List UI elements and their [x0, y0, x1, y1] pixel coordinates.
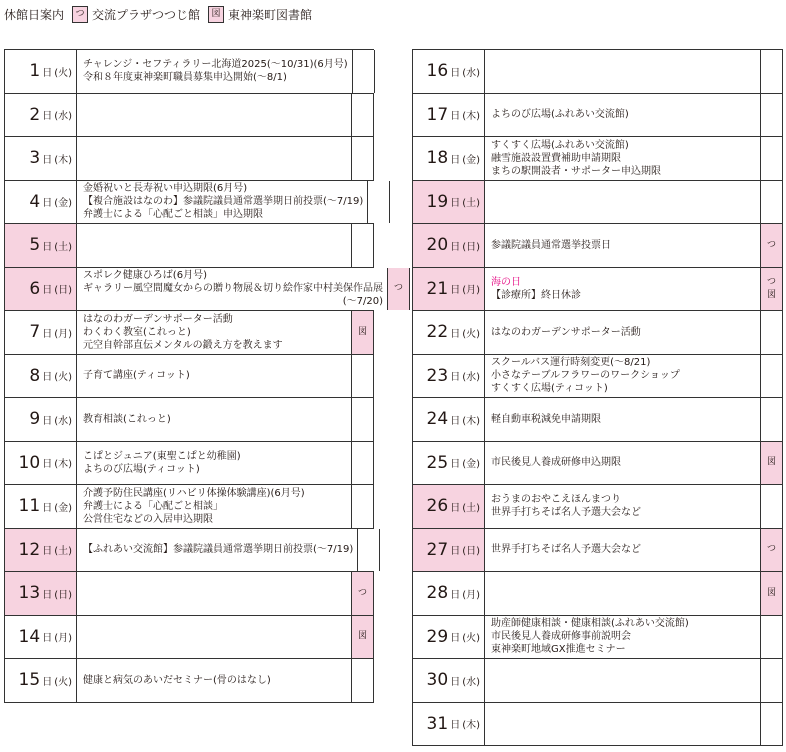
weekday-label: (木) — [462, 111, 480, 123]
day-cell — [5, 311, 77, 354]
day-cell — [413, 485, 485, 528]
day-number: 22 — [426, 322, 449, 343]
event-line: 弁護士による「心配ごと相談」申込期限 — [83, 209, 263, 221]
event-line: 市民後見人養成研修申込期限 — [491, 457, 621, 469]
weekday-label: (金) — [54, 502, 72, 514]
events-cell — [485, 268, 761, 311]
event-line: チャレンジ・セフティラリー北海道2025(～10/31)(6月号) — [83, 59, 348, 71]
day-number: 24 — [426, 409, 449, 430]
weekday-label: (木) — [462, 415, 480, 427]
library-closed-mark-icon: 図 — [357, 631, 367, 642]
closure-cell — [352, 94, 374, 137]
legend-item-library — [208, 6, 312, 23]
weekday-label: (木) — [462, 720, 480, 732]
events-cell — [77, 355, 352, 398]
day-unit: 日 — [450, 241, 461, 253]
day-cell — [413, 572, 485, 615]
day-row — [5, 659, 374, 703]
event-line: 東神楽町地域GX推進セミナー — [491, 644, 626, 656]
event-line: 公営住宅などの入居申込期限 — [83, 513, 213, 525]
day-row — [5, 485, 374, 529]
day-cell — [5, 355, 77, 398]
day-cell — [5, 572, 77, 615]
closure-cell — [352, 355, 374, 398]
events-cell — [485, 703, 761, 746]
event-line: (～7/20) — [342, 296, 383, 308]
event-line: 令和８年度東神楽町職員募集申込開始(～8/1) — [83, 72, 287, 84]
events-cell — [485, 50, 761, 93]
day-cell — [413, 311, 485, 354]
day-cell — [413, 224, 485, 267]
closure-cell — [368, 181, 390, 224]
day-cell — [5, 50, 77, 93]
day-number: 21 — [426, 278, 449, 299]
event-line: 健康と病気のあいだセミナー(骨のはなし) — [83, 674, 271, 686]
calendar-left-column — [4, 49, 403, 703]
closure-cell — [761, 659, 783, 702]
event-line: おうまのおやこえほんまつり — [491, 494, 621, 506]
day-row — [413, 616, 783, 660]
closure-cell — [761, 572, 783, 615]
day-number: 29 — [426, 626, 449, 647]
day-number: 15 — [18, 670, 41, 691]
legend-title: 休館日案内 — [4, 7, 65, 22]
weekday-label: (火) — [54, 67, 72, 79]
closure-cell — [761, 94, 783, 137]
day-unit: 日 — [450, 589, 461, 601]
day-unit: 日 — [450, 546, 461, 558]
weekday-label: (土) — [54, 241, 72, 253]
events-cell — [485, 355, 761, 398]
closure-cell — [358, 529, 380, 572]
day-number: 23 — [426, 365, 449, 386]
day-unit: 日 — [450, 328, 461, 340]
events-cell — [77, 268, 388, 311]
day-number: 16 — [426, 61, 449, 82]
event-line: 軽自動車税減免申請期限 — [491, 413, 601, 425]
day-row — [5, 529, 374, 573]
day-number: 6 — [29, 278, 41, 299]
event-line: すくすく広場(ふれあい交流館) — [491, 139, 629, 151]
day-unit: 日 — [42, 67, 53, 79]
day-row — [413, 529, 783, 573]
event-line: 金婚祝いと長寿祝い申込期限(6月号) — [83, 183, 248, 195]
event-line: 融雪施設設置費補助申請期限 — [491, 152, 621, 164]
event-line: 介護予防住民講座(リハビリ体操体験講座)(6月号) — [83, 487, 305, 499]
day-unit: 日 — [450, 67, 461, 79]
closure-cell — [352, 485, 374, 528]
day-cell — [413, 181, 485, 224]
event-line: 弁護士による「心配ごと相談」 — [83, 500, 223, 512]
library-closed-mark-icon: 図 — [766, 289, 776, 300]
day-row — [5, 50, 374, 94]
weekday-label: (月) — [462, 589, 480, 601]
events-cell — [485, 659, 761, 702]
day-row — [413, 50, 783, 94]
day-cell — [413, 703, 485, 746]
day-number: 26 — [426, 496, 449, 517]
day-cell — [5, 616, 77, 659]
events-cell — [77, 529, 358, 572]
day-cell — [5, 137, 77, 180]
events-cell — [77, 659, 352, 702]
weekday-label: (火) — [54, 676, 72, 688]
day-unit: 日 — [42, 502, 53, 514]
events-cell — [77, 50, 353, 93]
day-number: 2 — [29, 104, 41, 125]
day-unit: 日 — [42, 633, 53, 645]
day-cell — [413, 268, 485, 311]
day-cell — [413, 659, 485, 702]
day-row — [5, 224, 374, 268]
events-cell — [485, 137, 761, 180]
events-cell — [77, 137, 352, 180]
day-unit: 日 — [42, 328, 53, 340]
legend-item-tsutsuji — [72, 6, 200, 23]
weekday-label: (金) — [462, 459, 480, 471]
event-line: よちのび広場(ティコット) — [83, 463, 200, 475]
closure-cell — [761, 311, 783, 354]
day-number: 27 — [426, 539, 449, 560]
day-cell — [413, 398, 485, 441]
day-row — [413, 181, 783, 225]
events-cell — [485, 572, 761, 615]
day-row — [5, 311, 374, 355]
day-unit: 日 — [450, 459, 461, 471]
weekday-label: (水) — [54, 415, 72, 427]
day-row — [5, 355, 374, 399]
day-unit: 日 — [450, 198, 461, 210]
closure-cell — [352, 311, 374, 354]
closure-cell — [352, 442, 374, 485]
closure-cell — [761, 355, 783, 398]
events-cell — [485, 529, 761, 572]
day-row — [5, 181, 374, 225]
event-line: すくすく広場(ティコット) — [491, 383, 608, 395]
events-cell — [77, 616, 352, 659]
day-number: 8 — [29, 365, 41, 386]
closure-cell — [352, 224, 374, 267]
event-line: 【ふれあい交流館】参議院議員通常選挙期日前投票(～7/19) — [83, 544, 354, 556]
day-row — [5, 268, 403, 312]
day-row — [5, 398, 374, 442]
weekday-label: (火) — [462, 633, 480, 645]
event-line: 参議院議員通常選挙投票日 — [491, 239, 611, 251]
day-unit: 日 — [42, 198, 53, 210]
weekday-label: (金) — [54, 198, 72, 210]
day-unit: 日 — [450, 415, 461, 427]
day-unit: 日 — [450, 154, 461, 166]
day-number: 4 — [29, 191, 41, 212]
weekday-label: (水) — [462, 372, 480, 384]
tsutsuji-mark-icon: つ — [72, 6, 88, 23]
day-unit: 日 — [450, 372, 461, 384]
event-line: よちのび広場(ふれあい交流館) — [491, 109, 629, 121]
weekday-label: (土) — [462, 502, 480, 514]
day-unit: 日 — [42, 241, 53, 253]
event-line: はなのわガーデンサポーター活動 — [491, 326, 641, 338]
day-row — [413, 137, 783, 181]
closure-cell — [761, 442, 783, 485]
closure-cell — [353, 50, 375, 93]
event-line: 子育て講座(ティコット) — [83, 370, 190, 382]
event-line: まちの駅開設者・サポーター申込期限 — [491, 165, 661, 177]
day-cell — [5, 224, 77, 267]
day-cell — [5, 94, 77, 137]
event-line: 【診療所】終日休診 — [491, 289, 581, 301]
event-line: 市民後見人養成研修事前説明会 — [491, 631, 631, 643]
events-cell — [485, 398, 761, 441]
events-cell — [485, 224, 761, 267]
tsutsuji-closed-mark-icon: つ — [357, 587, 367, 598]
events-cell — [485, 94, 761, 137]
library-closed-mark-icon: 図 — [766, 587, 776, 598]
day-number: 20 — [426, 235, 449, 256]
weekday-label: (火) — [54, 372, 72, 384]
weekday-label: (土) — [54, 546, 72, 558]
day-unit: 日 — [42, 154, 53, 166]
event-line: 小さなテーブルフラワーのワークショップ — [491, 370, 680, 382]
day-cell — [413, 442, 485, 485]
tsutsuji-closed-mark-icon: つ — [766, 276, 776, 287]
event-line: 助産師健康相談・健康相談(ふれあい交流館) — [491, 618, 689, 630]
closure-cell — [761, 181, 783, 224]
day-number: 7 — [29, 322, 41, 343]
day-row — [5, 572, 374, 616]
event-line: 教育相談(これっと) — [83, 413, 171, 425]
day-number: 12 — [18, 539, 41, 560]
day-unit: 日 — [42, 111, 53, 123]
day-row — [413, 659, 783, 703]
day-row — [413, 398, 783, 442]
events-cell — [77, 485, 352, 528]
weekday-label: (水) — [462, 676, 480, 688]
day-number: 10 — [18, 452, 41, 473]
weekday-label: (土) — [462, 198, 480, 210]
day-number: 28 — [426, 583, 449, 604]
closure-cell — [761, 137, 783, 180]
closure-cell — [352, 398, 374, 441]
day-number: 5 — [29, 235, 41, 256]
day-row — [413, 485, 783, 529]
closure-cell — [761, 398, 783, 441]
closure-cell — [352, 616, 374, 659]
weekday-label: (水) — [462, 67, 480, 79]
events-cell — [77, 442, 352, 485]
day-unit: 日 — [42, 372, 53, 384]
day-number: 14 — [18, 626, 41, 647]
day-unit: 日 — [42, 676, 53, 688]
closure-cell — [761, 703, 783, 746]
event-line: 元空自幹部直伝メンタルの鍛え方を教えます — [83, 339, 283, 351]
event-line: スポレク健康ひろば(6月号) — [83, 270, 207, 282]
closure-cell — [761, 529, 783, 572]
events-cell — [77, 94, 352, 137]
tsutsuji-closed-mark-icon: つ — [393, 283, 403, 294]
closure-cell — [352, 137, 374, 180]
closure-cell — [388, 268, 410, 311]
closure-cell — [352, 659, 374, 702]
events-cell — [77, 224, 352, 267]
events-cell — [77, 398, 352, 441]
day-number: 1 — [29, 61, 41, 82]
weekday-label: (金) — [462, 154, 480, 166]
event-line: 世界手打ちそば名人予選大会など — [491, 544, 641, 556]
legend-label-tsutsuji: 交流プラザつつじ館 — [92, 7, 201, 22]
event-line: スクールバス運行時刻変更(～8/21) — [491, 357, 651, 369]
weekday-label: (木) — [54, 459, 72, 471]
day-unit: 日 — [450, 285, 461, 297]
events-cell — [485, 442, 761, 485]
legend-label-library: 東神楽町図書館 — [228, 7, 313, 22]
events-cell — [77, 572, 352, 615]
weekday-label: (火) — [462, 328, 480, 340]
day-number: 30 — [426, 670, 449, 691]
weekday-label: (日) — [54, 285, 72, 297]
closure-cell — [761, 485, 783, 528]
day-cell — [5, 659, 77, 702]
day-number: 3 — [29, 148, 41, 169]
day-row — [413, 355, 783, 399]
day-unit: 日 — [42, 546, 53, 558]
weekday-label: (日) — [462, 546, 480, 558]
day-row — [413, 442, 783, 486]
closure-cell — [761, 268, 783, 311]
events-cell — [485, 616, 761, 659]
day-row — [413, 572, 783, 616]
day-row — [413, 311, 783, 355]
day-number: 17 — [426, 104, 449, 125]
calendar-right-column — [412, 49, 783, 746]
day-unit: 日 — [450, 111, 461, 123]
weekday-label: (日) — [54, 589, 72, 601]
day-cell — [5, 181, 77, 224]
day-number: 13 — [18, 583, 41, 604]
event-line: 【複合施設はなのわ】参議院議員通常選挙期日前投票(～7/19) — [83, 196, 364, 208]
day-row — [5, 616, 374, 660]
day-number: 31 — [426, 713, 449, 734]
event-line: はなのわガーデンサポーター活動 — [83, 313, 233, 325]
closure-cell — [761, 616, 783, 659]
day-number: 9 — [29, 409, 41, 430]
closure-cell — [352, 572, 374, 615]
day-cell — [5, 398, 77, 441]
closure-cell — [761, 50, 783, 93]
day-unit: 日 — [42, 285, 53, 297]
closed-days-legend — [4, 4, 320, 24]
day-row — [413, 268, 783, 312]
day-cell — [413, 529, 485, 572]
day-cell — [5, 529, 77, 572]
weekday-label: (木) — [54, 154, 72, 166]
day-row — [413, 224, 783, 268]
day-number: 25 — [426, 452, 449, 473]
day-cell — [413, 50, 485, 93]
tsutsuji-closed-mark-icon: つ — [766, 544, 776, 555]
library-closed-mark-icon: 図 — [357, 326, 367, 337]
events-cell — [485, 311, 761, 354]
weekday-label: (水) — [54, 111, 72, 123]
day-cell — [5, 485, 77, 528]
day-cell — [413, 355, 485, 398]
library-closed-mark-icon: 図 — [766, 457, 776, 468]
closure-cell — [761, 224, 783, 267]
events-cell — [485, 485, 761, 528]
events-cell — [77, 311, 352, 354]
tsutsuji-closed-mark-icon: つ — [766, 239, 776, 250]
day-row — [5, 442, 374, 486]
day-number: 18 — [426, 148, 449, 169]
events-cell — [485, 181, 761, 224]
weekday-label: (日) — [462, 241, 480, 253]
day-unit: 日 — [450, 676, 461, 688]
weekday-label: (月) — [54, 633, 72, 645]
day-cell — [413, 137, 485, 180]
event-line: ギャラリー風空間魔女からの贈り物展＆切り絵作家中村美保作品展 — [83, 283, 383, 295]
day-cell — [5, 268, 77, 311]
day-row — [413, 94, 783, 138]
day-row — [413, 703, 783, 747]
events-cell — [77, 181, 368, 224]
weekday-label: (月) — [462, 285, 480, 297]
day-row — [5, 137, 374, 181]
day-number: 11 — [18, 496, 41, 517]
day-unit: 日 — [450, 633, 461, 645]
library-mark-icon: 図 — [208, 6, 224, 23]
day-number: 19 — [426, 191, 449, 212]
day-cell — [413, 616, 485, 659]
event-line: わくわく教室(これっと) — [83, 326, 191, 338]
day-unit: 日 — [42, 415, 53, 427]
weekday-label: (月) — [54, 328, 72, 340]
event-line: 海の日 — [491, 276, 521, 288]
day-unit: 日 — [42, 459, 53, 471]
event-line: 世界手打ちそば名人予選大会など — [491, 507, 641, 519]
day-row — [5, 94, 374, 138]
day-unit: 日 — [42, 589, 53, 601]
day-cell — [5, 442, 77, 485]
day-unit: 日 — [450, 502, 461, 514]
day-cell — [413, 94, 485, 137]
event-line: こぱとジュニア(東聖こぱと幼稚園) — [83, 450, 241, 462]
day-unit: 日 — [450, 720, 461, 732]
